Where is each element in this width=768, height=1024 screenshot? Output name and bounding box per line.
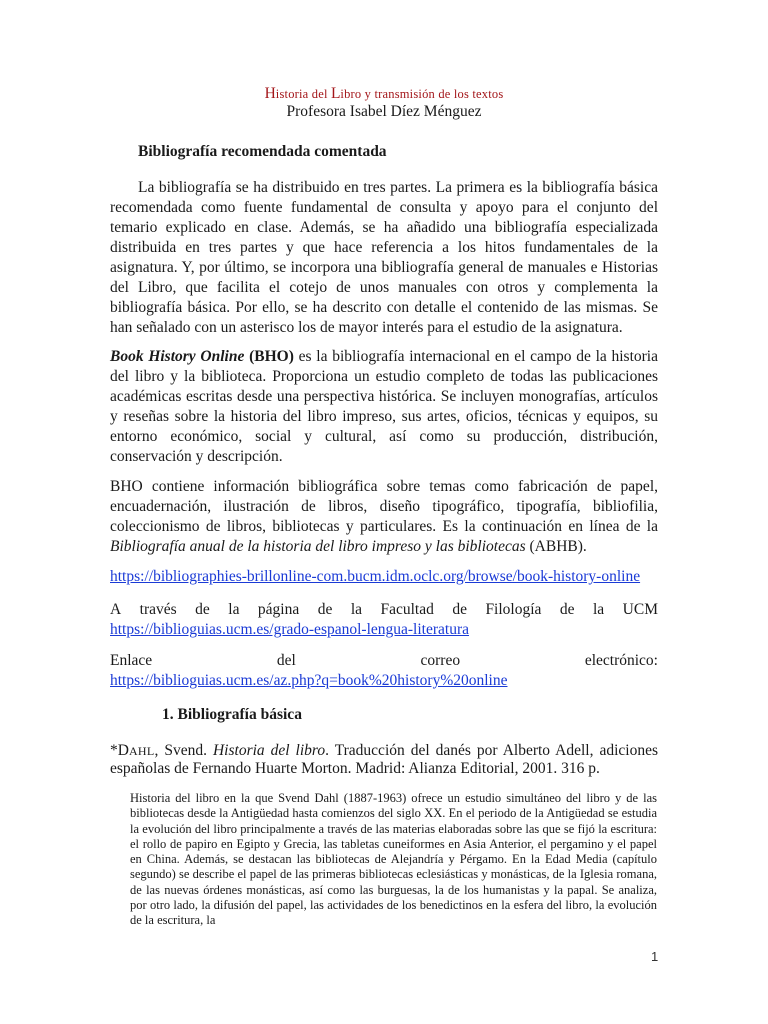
document-title: [110, 86, 658, 102]
ucm-text-word: Facultad: [380, 601, 434, 618]
ucm-text-word: la: [593, 601, 605, 618]
bho-contents-text: BHO contiene información bibliográfica sobre temas como fabricación de papel, encuadernación, ilustración de libros, diseño tipográfico, tipografía, bibliofilia, coleccionismo de libros, bibliotecas y particulares. Es la continuación en línea de la: [110, 478, 658, 535]
title-part-istoria: istoria del: [275, 87, 331, 101]
bho-contents-end: (ABHB).: [525, 538, 587, 555]
ucm-text-word: A: [110, 601, 122, 618]
email-text-line: [110, 651, 658, 671]
ucm-text-word: través: [139, 601, 177, 618]
entry-author-rest: AHL: [128, 744, 155, 758]
entry-author-given: , Svend.: [154, 742, 213, 759]
bho-description: es la bibliografía internacional en el campo de la historia del libro y la biblioteca. Proporciona un estudio completo de todas las publicaciones académicas escritas desde una perspectiva histórica. Se incluyen monografías, artículos y reseñas sobre la historia del libro impreso, sus artes, oficios, técnicas y equipos, su entorno económico, social y cultural, así como su producción, distribución, conservación y descripción.: [110, 348, 658, 465]
ucm-text-word: página: [257, 601, 300, 618]
ucm-text-word: de: [195, 601, 210, 618]
abhb-title: Bibliografía anual de la historia del libro impreso y las bibliotecas: [110, 538, 526, 555]
email-link-line: [110, 671, 658, 691]
email-text-word: electrónico:: [584, 652, 658, 669]
ucm-link-line: [110, 620, 658, 640]
section-heading-commented: Bibliografía recomendada comentada: [138, 143, 387, 160]
ucm-text-word: la: [350, 601, 363, 618]
email-link[interactable]: https://biblioguias.ucm.es/az.php?q=book%20history%20online: [110, 672, 508, 689]
entry-author-initial: *D: [110, 742, 129, 759]
email-text-word: del: [276, 652, 296, 669]
email-text-word: Enlace: [110, 652, 153, 669]
bho-name: Book History Online: [110, 348, 245, 365]
page-number: 1: [651, 949, 659, 964]
email-text-word: correo: [420, 652, 461, 669]
section-heading-basic: 1. Bibliografía básica: [162, 706, 302, 723]
ucm-text-word: de: [317, 601, 333, 618]
ucm-text-word: de: [452, 601, 467, 618]
document-subtitle: Profesora Isabel Díez Ménguez: [286, 103, 482, 120]
bibliography-entry-dahl: [110, 742, 658, 778]
ucm-text-word: Filología: [485, 601, 542, 618]
ucm-text-word: la: [228, 601, 240, 618]
title-initial-h: H: [264, 85, 276, 102]
bho-abbr: (BHO): [249, 348, 294, 365]
bho-link[interactable]: https://bibliographies-brillonline-com.bucm.idm.oclc.org/browse/book-history-online: [110, 568, 641, 585]
ucm-text-word: de: [559, 601, 575, 618]
title-part-ibro: ibro y transmisión de los textos: [340, 87, 504, 101]
ucm-text-word: UCM: [622, 601, 658, 618]
bho-paragraph: [110, 347, 658, 467]
ucm-text-line: [110, 600, 658, 620]
title-initial-l: L: [330, 85, 341, 102]
entry-annotation-dahl: Historia del libro en la que Svend Dahl (1887-1963) ofrece un estudio simultáneo del libro y de las bibliotecas desde la Antigüedad hasta comienzos del siglo XX. En el periodo de la Antigüedad se estudia la evolución del libro principalmente a través de las materias elaboradas sobre las que se fijó la escritura: el rollo de papiro en Egipto y Grecia, las tabletas cuneiformes en Asia Anterior, el pergamino y el papel en China. Además, se destacan las bibliotecas de Alejandría y Pérgamo. En la Edad Media (capítulo segundo) se describe el papel de las primeras bibliotecas eclesiásticas y monásticas, de la Iglesia romana, de las nuevas órdenes monásticas, así como las burguesas, la de los humanistas y la papal. Se analiza, por otro lado, la difusión del papel, las actividades de los benedictinos en la esfera del libro, la evolución de la escritura, la: [130, 791, 657, 928]
entry-title: Historia del libro: [212, 742, 326, 759]
ucm-link[interactable]: https://biblioguias.ucm.es/grado-espanol-lengua-literatura: [110, 621, 469, 638]
bho-link-line: [110, 567, 658, 587]
intro-paragraph: La bibliografía se ha distribuido en tres partes. La primera es la bibliografía básica recomendada como fuente fundamental de consulta y apoyo para el conjunto del temario explicado en clase. Además, se ha añadido una bibliografía especializada distribuida en tres partes y que hace referencia a los hitos fundamentales de la asignatura. Y, por último, se incorpora una bibliografía general de manuales e Historias del Libro, que facilita el cotejo de unos manuales con otros y complementa la bibliografía básica. Por ello, se ha descrito con detalle el contenido de las mismas. Se han señalado con un asterisco los de mayor interés para el estudio de la asignatura.: [110, 179, 658, 336]
bho-contents-paragraph: [110, 477, 658, 557]
entry-details: . Traducción del danés por Alberto Adell, adiciones españolas de Fernando Huarte Morton. Madrid: Alianza Editorial, 2001. 316 p.: [110, 742, 659, 777]
